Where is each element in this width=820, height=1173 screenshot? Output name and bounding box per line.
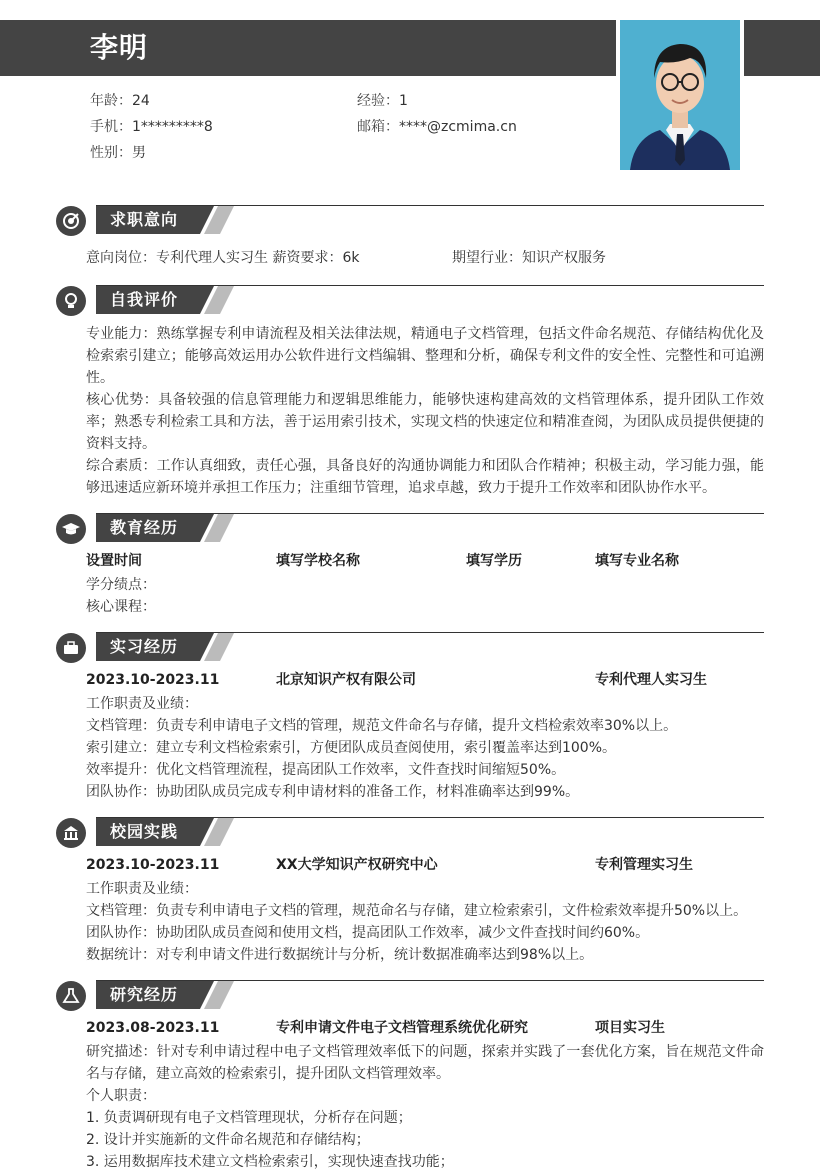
campus-line: 团队协作：协助团队成员查阅和使用文档，提高团队工作效率，减少文件查找时间约60%。 — [86, 925, 650, 941]
target-icon — [56, 206, 86, 236]
research-line: 个人职责： — [86, 1088, 156, 1104]
section-header-research — [56, 980, 764, 1014]
internship-line: 文档管理：负责专利申请电子文档的管理，规范文件命名与存储，提升文档检索效率30%以上。 — [86, 718, 678, 734]
self-eval-skill: 专业能力：熟练掌握专利申请流程及相关法律法规，精通电子文档管理，包括文件命名规范、存储结构优化及检索索引建立；能够高效运用办公软件进行文档编辑、整理和分析，确保专利文件的安全性、完整性和可追溯性。 — [86, 326, 764, 386]
campus-role: 专利管理实习生 — [595, 857, 693, 873]
education-courses: 核心课程： — [86, 599, 156, 615]
research-project: 专利申请文件电子文档管理系统优化研究 — [276, 1020, 528, 1036]
section-title: 校园实践 — [110, 822, 179, 841]
research-line: 2. 设计并实施新的文件命名规范和存储结构； — [86, 1132, 370, 1148]
self-eval-quality: 综合素质：工作认真细致，责任心强，具备良好的沟通协调能力和团队合作精神；积极主动，学习能力强，能够迅速适应新环境并承担工作压力；注重细节管理，追求卓越，致力于提升工作效率和团队协作水平。 — [86, 458, 764, 496]
campus-time: 2023.10-2023.11 — [86, 857, 220, 873]
briefcase-icon — [56, 633, 86, 663]
profile-photo — [620, 20, 740, 170]
intent-line1: 意向岗位：专利代理人实习生 薪资要求：6k — [86, 250, 360, 266]
section-header-internship — [56, 632, 764, 666]
education-major: 填写专业名称 — [595, 553, 679, 569]
internship-row — [86, 669, 764, 691]
candidate-name: 李明 — [90, 31, 149, 64]
education-school: 填写学校名称 — [276, 553, 360, 569]
header-bar-right — [744, 20, 820, 76]
section-title: 实习经历 — [110, 637, 179, 656]
campus-line: 文档管理：负责专利申请电子文档的管理，规范命名与存储，建立检索索引，文件检索效率提升50%以上。 — [86, 903, 748, 919]
phone-info: 手机：1*********8 — [90, 119, 213, 135]
internship-role: 专利代理人实习生 — [595, 672, 707, 688]
section-header-education — [56, 513, 764, 547]
internship-line: 团队协作：协助团队成员完成专利申请材料的准备工作，材料准确率达到99%。 — [86, 784, 580, 800]
research-line: 1. 负责调研现有电子文档管理现状，分析存在问题； — [86, 1110, 412, 1126]
internship-line: 效率提升：优化文档管理流程，提高团队工作效率，文件查找时间缩短50%。 — [86, 762, 566, 778]
research-row — [86, 1017, 764, 1039]
age-info: 年龄：24 — [90, 93, 150, 109]
section-title: 研究经历 — [110, 985, 179, 1004]
lightbulb-icon — [56, 286, 86, 316]
self-eval-advantage: 核心优势：具备较强的信息管理能力和逻辑思维能力，能够快速构建高效的文档管理体系，提升团队工作效率；熟悉专利检索工具和方法，善于运用索引技术，实现文档的快速定位和精准查阅，为团队成员提供便捷的资料支持。 — [86, 392, 764, 452]
education-degree: 填写学历 — [466, 553, 522, 569]
research-role: 项目实习生 — [595, 1020, 665, 1036]
graduation-cap-icon — [56, 514, 86, 544]
email-info: 邮箱：****@zcmima.cn — [357, 119, 517, 135]
flask-icon — [56, 981, 86, 1011]
education-gpa: 学分绩点： — [86, 577, 156, 593]
research-description: 研究描述：针对专利申请过程中电子文档管理效率低下的问题，探索并实践了一套优化方案，旨在规范文件命名与存储，建立高效的检索索引，提升团队文档管理效率。 — [86, 1044, 764, 1082]
section-header-intent — [56, 205, 764, 239]
research-line: 3. 运用数据库技术建立文档检索索引，实现快速查找功能； — [86, 1154, 454, 1170]
section-title: 教育经历 — [110, 518, 179, 537]
intent-line2: 期望行业：知识产权服务 — [452, 250, 606, 266]
campus-org: XX大学知识产权研究中心 — [276, 857, 438, 873]
internship-time: 2023.10-2023.11 — [86, 672, 220, 688]
research-time: 2023.08-2023.11 — [86, 1020, 220, 1036]
internship-line: 工作职责及业绩： — [86, 696, 198, 712]
internship-company: 北京知识产权有限公司 — [276, 672, 416, 688]
education-time: 设置时间 — [86, 553, 142, 569]
education-row — [86, 550, 764, 572]
section-header-campus — [56, 817, 764, 851]
building-icon — [56, 818, 86, 848]
gender-info: 性别：男 — [90, 145, 146, 161]
section-title: 求职意向 — [110, 210, 179, 229]
campus-row — [86, 854, 764, 876]
section-title: 自我评价 — [110, 290, 179, 309]
internship-line: 索引建立：建立专利文档检索索引，方便团队成员查阅使用，索引覆盖率达到100%。 — [86, 740, 617, 756]
experience-info: 经验：1 — [357, 93, 408, 109]
campus-line: 工作职责及业绩： — [86, 881, 198, 897]
campus-line: 数据统计：对专利申请文件进行数据统计与分析，统计数据准确率达到98%以上。 — [86, 947, 594, 963]
section-header-self — [56, 285, 764, 319]
